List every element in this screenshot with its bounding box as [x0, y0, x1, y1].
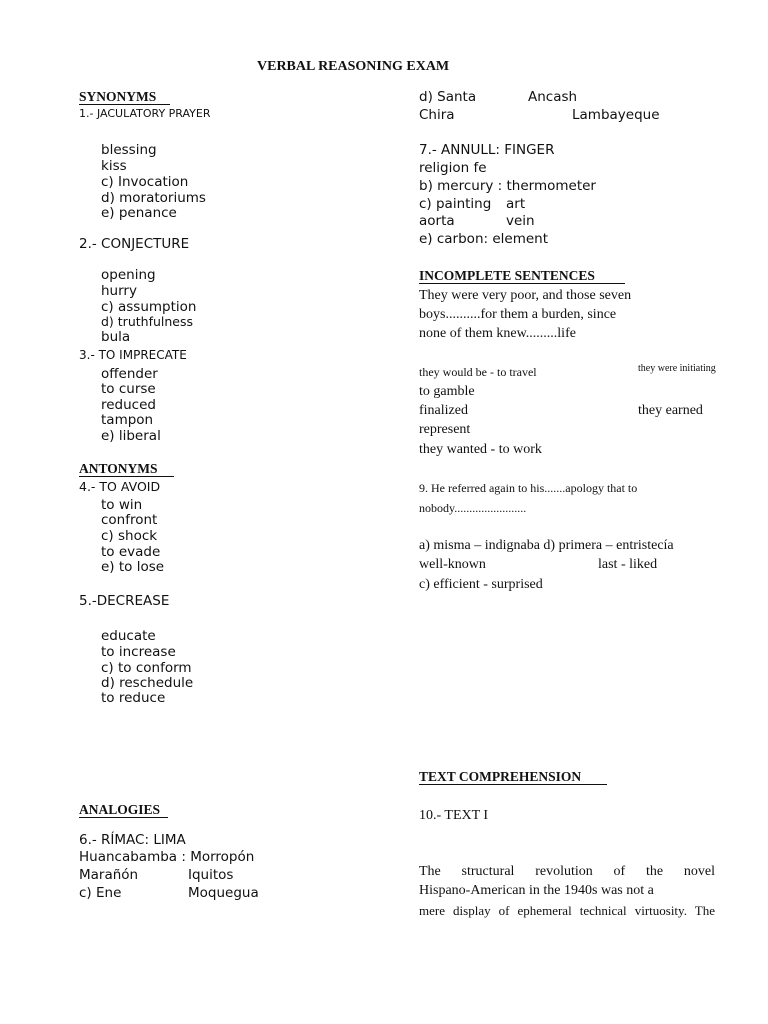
q5-option: to reduce: [101, 690, 166, 706]
q6-option: c) Ene: [79, 885, 122, 901]
q2-option: c) assumption: [101, 299, 197, 315]
q7-option: b) mercury : thermometer: [419, 178, 596, 194]
q8-answer-pair: they were initiating: [638, 363, 716, 374]
q7-option: e) carbon: element: [419, 231, 549, 247]
q1-option: kiss: [101, 158, 127, 174]
q6-prompt: 6.- RÍMAC: LIMA: [79, 832, 186, 848]
q9-line: nobody........................: [419, 501, 527, 515]
q4-option: e) to lose: [101, 559, 165, 575]
q2-option: hurry: [101, 283, 137, 299]
q1-option: d) moratoriums: [101, 190, 206, 206]
q2-option: opening: [101, 267, 156, 283]
q6-option-pair: Ancash: [528, 89, 578, 105]
q1-option: c) Invocation: [101, 174, 189, 190]
q8-answer: represent: [419, 422, 471, 437]
q10-prompt: 10.- TEXT I: [419, 808, 489, 823]
q2-option: d) truthfulness: [101, 314, 194, 329]
q5-option: c) to conform: [101, 660, 192, 676]
q7-option-pair: vein: [506, 213, 535, 229]
analogies-heading: ANALOGIES: [79, 803, 168, 818]
q7-option-pair: art: [506, 196, 526, 212]
q3-option: offender: [101, 366, 158, 382]
q3-option: to curse: [101, 381, 156, 397]
q1-option: blessing: [101, 142, 157, 158]
q7-prompt: 7.- ANNULL: FINGER: [419, 142, 555, 158]
q6-option: Huancabamba : Morropón: [79, 849, 255, 865]
q8-answer: they wanted - to work: [419, 442, 542, 457]
q6-option-pair: Moquegua: [188, 885, 259, 901]
q1-prompt: 1.- JACULATORY PRAYER: [79, 107, 211, 120]
passage-line: Hispano-American in the 1940s was not a: [419, 883, 654, 898]
q1-option: e) penance: [101, 205, 177, 221]
passage-line: mere display of ephemeral technical virtuosity. The: [419, 903, 715, 918]
q4-option: to evade: [101, 544, 161, 560]
q6-option-pair: Iquitos: [188, 867, 234, 883]
q8-answer: they would be - to travel: [419, 365, 537, 379]
q8-answer-pair: they earned: [638, 403, 703, 418]
q5-option: educate: [101, 628, 156, 644]
q9-line: 9. He referred again to his.......apology that to: [419, 481, 638, 495]
q7-option: c) painting: [419, 196, 492, 212]
q4-prompt: 4.- TO AVOID: [79, 479, 161, 494]
q7-option: aorta: [419, 213, 455, 229]
antonyms-heading: ANTONYMS: [79, 462, 174, 477]
q2-prompt: 2.- CONJECTURE: [79, 236, 190, 252]
q9-option: a) misma – indignaba d) primera – entristecía: [419, 538, 674, 553]
q4-option: to win: [101, 497, 143, 513]
q8-line: none of them knew.........life: [419, 326, 576, 341]
q5-option: d) reschedule: [101, 675, 194, 691]
q8-answer: finalized: [419, 403, 468, 418]
q6-option: Chira: [419, 107, 455, 123]
q8-line: They were very poor, and those seven: [419, 288, 632, 303]
q6-option: d) Santa: [419, 89, 477, 105]
q7-option: religion fe: [419, 160, 487, 176]
q4-option: confront: [101, 512, 158, 528]
q8-line: boys..........for them a burden, since: [419, 307, 617, 322]
q9-option: c) efficient - surprised: [419, 577, 543, 592]
q3-option: reduced: [101, 397, 156, 413]
passage-line: The structural revolution of the novel: [419, 864, 715, 879]
q2-option: bula: [101, 329, 131, 345]
q3-prompt: 3.- TO IMPRECATE: [79, 348, 187, 362]
incomplete-sentences-heading: INCOMPLETE SENTENCES: [419, 269, 625, 284]
q5-option: to increase: [101, 644, 176, 660]
q3-option: tampon: [101, 412, 154, 428]
q6-option-pair: Lambayeque: [572, 107, 660, 123]
synonyms-heading: SYNONYMS: [79, 90, 170, 105]
q6-option: Marañón: [79, 867, 139, 883]
exam-title: VERBAL REASONING EXAM: [257, 59, 450, 74]
q8-answer: to gamble: [419, 384, 475, 399]
q4-option: c) shock: [101, 528, 158, 544]
q9-option: well-known: [419, 557, 486, 572]
q9-option-pair: last - liked: [598, 557, 658, 572]
q5-prompt: 5.-DECREASE: [79, 593, 170, 609]
q3-option: e) liberal: [101, 428, 161, 444]
text-comprehension-heading: TEXT COMPREHENSION: [419, 770, 607, 785]
